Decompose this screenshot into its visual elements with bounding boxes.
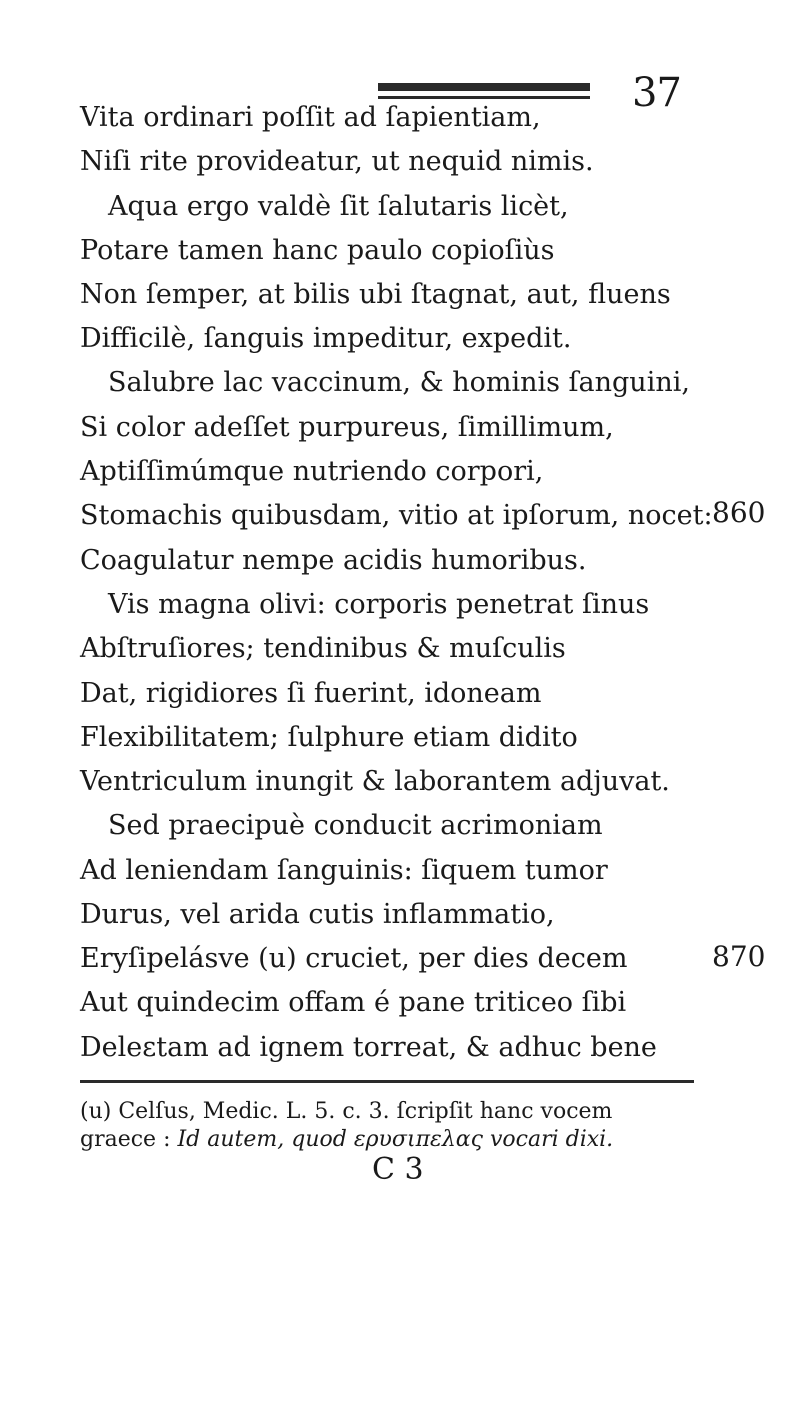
footnote-line xyxy=(0,1127,800,1153)
verse-line: Salubre lac vaccinum, & hominis ſanguini, xyxy=(108,367,690,398)
verse-line: Durus, vel arida cutis inflammatio, xyxy=(80,899,555,930)
verse-line: Difficilè, ſanguis impeditur, expedit. xyxy=(80,323,572,354)
header-rule-thin xyxy=(378,96,590,99)
page-number: 37 xyxy=(632,70,681,116)
verse-line: Deleɛtam ad ignem torreat, & adhuc bene xyxy=(80,1032,657,1063)
footnote-line: (u) Celſus, Medic. L. 5. c. 3. ſcripſit hanc vocem xyxy=(80,1099,613,1124)
verse-line: Si color adeſſet purpureus, ſimillimum, xyxy=(80,412,614,443)
verse-line: Flexibilitatem; ſulphure etiam didito xyxy=(80,722,578,753)
verse-line: Sed praecipuè conducit acrimoniam xyxy=(108,810,603,841)
verse-line: Dat, rigidiores ſi fuerint, idoneam xyxy=(80,678,542,709)
footnote-quote: Id autem, quod ερυσιπελας vocari dixi. xyxy=(177,1127,614,1152)
line-number-870: 870 xyxy=(712,940,766,973)
verse-line: Aptiſſimúmque nutriendo corpori, xyxy=(80,456,544,487)
verse-line: Vis magna olivi: corporis penetrat ſinus xyxy=(108,589,650,620)
verse-line: Abſtruſiores; tendinibus & muſculis xyxy=(80,633,566,664)
verse-line: Eryſipelásve (u) cruciet, per dies decem xyxy=(80,943,628,974)
line-number-860: 860 xyxy=(712,496,766,529)
verse-line: Vita ordinari poſſit ad ſapientiam, xyxy=(80,102,541,133)
verse-line: Ventriculum inungit & laborantem adjuvat. xyxy=(80,766,670,797)
footnote-greek-label: graece : xyxy=(80,1127,171,1152)
signature-mark: C 3 xyxy=(372,1152,424,1187)
header-rule xyxy=(378,83,590,91)
verse-line: Ad leniendam ſanguinis: ſiquem tumor xyxy=(80,855,608,886)
verse-line: Stomachis quibusdam, vitio at ipſorum, nocet: xyxy=(80,500,713,531)
verse-line: Aut quindecim offam é pane triticeo ſibi xyxy=(80,987,627,1018)
verse-line: Non ſemper, at bilis ubi ſtagnat, aut, fluens xyxy=(80,279,671,310)
verse-line: Coagulatur nempe acidis humoribus. xyxy=(80,545,587,576)
verse-line: Aqua ergo valdè ſit ſalutaris licèt, xyxy=(108,191,569,222)
verse-line: Potare tamen hanc paulo copioſiùs xyxy=(80,235,555,266)
verse-line: Niſi rite provideatur, ut nequid nimis. xyxy=(80,146,594,177)
footnote-rule xyxy=(80,1080,694,1083)
